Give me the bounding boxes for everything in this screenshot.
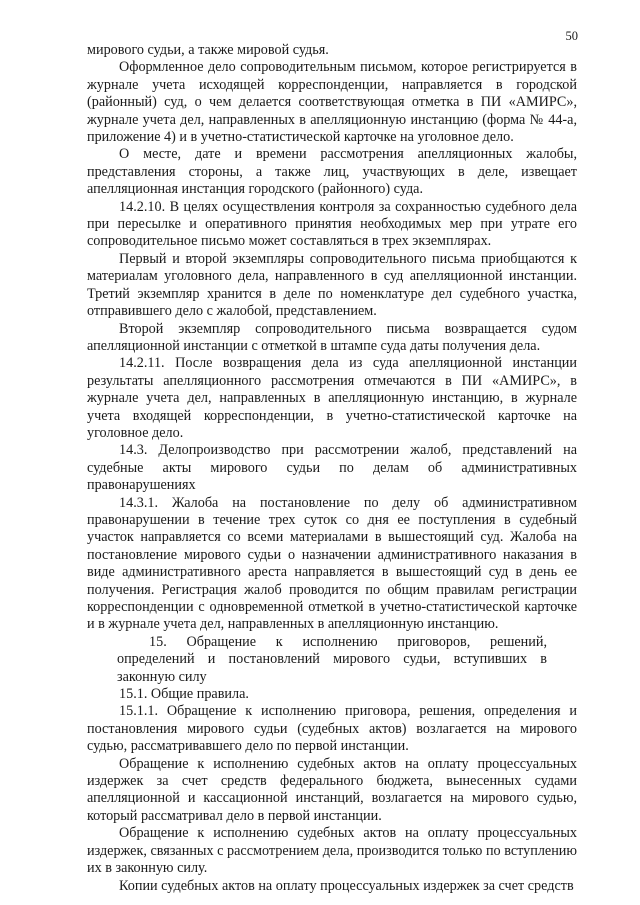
paragraph: Оформленное дело сопроводительным письмом, которое регистрируется в журнале учета исходящей корреспонденции, направляется в городской (районный) суд, о чем делается соответствующая отметка в ПИ «АМИРС», журнале учета дел, направленных в апелляционную инстанцию (форма № 44-а, приложение 4) и в учетно-статистической карточке на уголовное дело. [87,59,577,146]
paragraph-continuation: мирового судьи, а также мировой судья. [87,42,329,58]
paragraph-14-3: 14.3. Делопроизводство при рассмотрении жалоб, представлений на судебные акты мирового судьи по делам об административных правонарушениях [87,442,577,494]
page-number: 50 [565,29,578,43]
paragraph: О месте, дате и времени рассмотрения апелляционных жалобы, представления стороны, а также лиц, участвующих в деле, извещает апелляционная инстанция городского (районного) суда. [87,146,577,198]
paragraph-15-1: 15.1. Общие правила. [119,686,249,703]
paragraph-truncated: Копии судебных актов на оплату процессуальных издержек за счет средств [119,877,574,894]
paragraph-15-1-1: 15.1.1. Обращение к исполнению приговора, решения, определения и постановления мирового судьи (судебных актов) возлагается на мирового судью, рассматривавшего дело по первой инстанции. [87,703,577,755]
paragraph: Обращение к исполнению судебных актов на оплату процессуальных издержек за счет средств федерального бюджета, вынесенных судами апелляционной и кассационной инстанций, возлагается на мирового судью, который рассматривал дело в первой инстанции. [87,755,577,824]
paragraph: Второй экземпляр сопроводительного письма возвращается судом апелляционной инстанции с отметкой в штампе суда даты получения дела. [87,320,577,354]
document-body [87,42,577,895]
paragraph-14-2-10: 14.2.10. В целях осуществления контроля за сохранностью судебного дела при пересылке и оперативного принятия необходимых мер при утрате его сопроводительное письмо может составляться в трех экземплярах. [87,198,577,250]
paragraph-14-3-1: 14.3.1. Жалоба на постановление по делу об административном правонарушении в течение трех суток со дня ее поступления в судебный участок направляется со всеми материалами в вышестоящий суд. Жалоба на постановление мирового судьи о назначении административного наказания в виде административного ареста направляется в вышестоящий суд в день ее получения. Регистрация жалоб проводится по общим правилам регистрации корреспонденции с одновременной отметкой в учетно-статистической карточке и в журнале учета дел, направленных в апелляционную инстанцию. [87,494,577,633]
paragraph: Первый и второй экземпляры сопроводительного письма приобщаются к материалам уголовного дела, направленного в суд апелляционной инстанции. Третий экземпляр хранится в деле по номенклатуре дел судебного участка, отправившего дело с жалобой, представлением. [87,250,577,320]
paragraph-14-2-11: 14.2.11. После возвращения дела из суда апелляционной инстанции результаты апелляционного рассмотрения отмечаются в ПИ «АМИРС», в журнале учета дел, направленных в апелляционную инстанцию, в журнале учета входящей корреспонденции, в учетно-статистической карточке на уголовное дело. [87,355,577,441]
section-title-15: 15. Обращение к исполнению приговоров, решений, определений и постановлений мирового судьи, вступивших в законную силу [117,633,547,685]
paragraph: Обращение к исполнению судебных актов на оплату процессуальных издержек, связанных с рассмотрением дела, производится только по вступлению их в законную силу. [87,825,577,877]
